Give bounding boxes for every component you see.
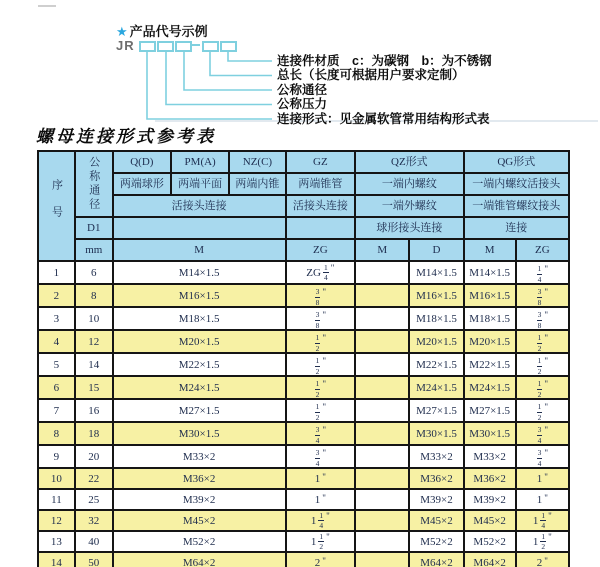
cell-qg-m: M18×1.5 xyxy=(464,307,516,330)
table-row xyxy=(38,422,569,445)
cell-gz: 1 " xyxy=(286,489,356,510)
cell-m: M36×2 xyxy=(113,468,286,489)
cell-no: 14 xyxy=(38,552,75,567)
cell-gz: $\frac{3}{4}$ " xyxy=(286,445,356,468)
cell-qg-zg: $\frac{3}{4}$ " xyxy=(516,445,569,468)
cell-qz-d: M24×1.5 xyxy=(409,376,463,399)
cell-m: M30×1.5 xyxy=(113,422,286,445)
header-gz-desc: 两端锥管 xyxy=(286,173,356,195)
cell-qg-zg: $\frac{1}{2}$ " xyxy=(516,330,569,353)
code-box-2 xyxy=(157,41,174,52)
header-qz-d: D xyxy=(409,239,463,261)
header-thread-zg: ZG xyxy=(286,239,356,261)
header-qd-desc: 两端球形 xyxy=(113,173,171,195)
cell-no: 5 xyxy=(38,353,75,376)
cell-m: M39×2 xyxy=(113,489,286,510)
header-group-qz: QZ形式 xyxy=(355,151,463,173)
cell-qz-m xyxy=(355,376,409,399)
cell-gz: $\frac{1}{2}$ " xyxy=(286,353,356,376)
cell-no: 6 xyxy=(38,376,75,399)
header-nzc-desc: 两端内锥 xyxy=(229,173,285,195)
code-box-1 xyxy=(139,41,156,52)
cell-qz-m xyxy=(355,261,409,284)
table-row xyxy=(38,261,569,284)
reference-table xyxy=(37,150,570,567)
cell-qz-m xyxy=(355,399,409,422)
table-row xyxy=(38,307,569,330)
table-row xyxy=(38,468,569,489)
star-icon: ★ xyxy=(116,24,128,39)
cell-qz-m xyxy=(355,468,409,489)
cell-gz: $\frac{1}{2}$ " xyxy=(286,399,356,422)
cell-no: 2 xyxy=(38,284,75,307)
header-m-connect: 活接头连接 xyxy=(113,195,286,217)
cell-dn: 22 xyxy=(75,468,113,489)
cell-qz-m xyxy=(355,353,409,376)
table-body xyxy=(38,261,569,567)
cell-qg-m: M27×1.5 xyxy=(464,399,516,422)
header-row-3 xyxy=(38,195,569,217)
header-d1: D1 xyxy=(75,217,113,239)
cell-qz-d: M36×2 xyxy=(409,468,463,489)
cell-qg-m: M16×1.5 xyxy=(464,284,516,307)
cell-qg-m: M24×1.5 xyxy=(464,376,516,399)
header-group-gz: GZ xyxy=(286,151,356,173)
cell-no: 11 xyxy=(38,489,75,510)
header-row-4 xyxy=(38,217,569,239)
cell-qz-d: M20×1.5 xyxy=(409,330,463,353)
cell-qz-d: M22×1.5 xyxy=(409,353,463,376)
cell-m: M33×2 xyxy=(113,445,286,468)
cell-m: M20×1.5 xyxy=(113,330,286,353)
cell-qg-m: M20×1.5 xyxy=(464,330,516,353)
cell-qg-zg: $\frac{1}{2}$ " xyxy=(516,376,569,399)
header-group-qd: Q(D) xyxy=(113,151,171,173)
table-row xyxy=(38,376,569,399)
cell-qg-m: M52×2 xyxy=(464,531,516,552)
cell-m: M45×2 xyxy=(113,510,286,531)
header-qg-m: M xyxy=(464,239,516,261)
cell-qg-m: M39×2 xyxy=(464,489,516,510)
cell-no: 12 xyxy=(38,510,75,531)
cell-qg-zg: $\frac{3}{4}$ " xyxy=(516,422,569,445)
cell-gz: $\frac{1}{2}$ " xyxy=(286,330,356,353)
code-box-3 xyxy=(175,41,192,52)
cell-qg-m: M30×1.5 xyxy=(464,422,516,445)
cell-no: 13 xyxy=(38,531,75,552)
cell-dn: 50 xyxy=(75,552,113,567)
cell-gz: $\frac{1}{2}$ " xyxy=(286,376,356,399)
header-qg-desc2: 一端锥管螺纹接头 xyxy=(464,195,569,217)
cell-gz: 2 " xyxy=(286,552,356,567)
header-qz-desc2: 一端外螺纹 xyxy=(355,195,463,217)
code-box-4 xyxy=(202,41,219,52)
table-row xyxy=(38,445,569,468)
header-qg-zg: ZG xyxy=(516,239,569,261)
table-row xyxy=(38,353,569,376)
diagram-label-pressure: 公称压力 xyxy=(277,97,328,111)
cell-m: M24×1.5 xyxy=(113,376,286,399)
cell-m: M14×1.5 xyxy=(113,261,286,284)
cell-gz: 1 $\frac{1}{4}$ " xyxy=(286,510,356,531)
table-row xyxy=(38,531,569,552)
cell-gz: $\frac{3}{4}$ " xyxy=(286,422,356,445)
cell-qg-zg: $\frac{1}{2}$ " xyxy=(516,353,569,376)
table-row xyxy=(38,489,569,510)
cell-qz-d: M14×1.5 xyxy=(409,261,463,284)
cell-qg-m: M36×2 xyxy=(464,468,516,489)
cell-no: 8 xyxy=(38,422,75,445)
diagram-label-connection: 连接形式：见金属软管常用结构形式表 xyxy=(277,112,490,126)
cell-qg-zg: $\frac{3}{8}$ " xyxy=(516,284,569,307)
cell-dn: 12 xyxy=(75,330,113,353)
cell-no: 7 xyxy=(38,399,75,422)
cell-qg-zg: 1 " xyxy=(516,489,569,510)
cell-qz-d: M18×1.5 xyxy=(409,307,463,330)
cell-no: 3 xyxy=(38,307,75,330)
header-thread-m: M xyxy=(113,239,286,261)
header-unit: mm xyxy=(75,239,113,261)
header-group-nzc: NZ(C) xyxy=(229,151,285,173)
table-row xyxy=(38,399,569,422)
cell-no: 10 xyxy=(38,468,75,489)
cell-dn: 25 xyxy=(75,489,113,510)
cell-qz-d: M39×2 xyxy=(409,489,463,510)
header-qz-m: M xyxy=(355,239,409,261)
header-qg-desc1: 一端内螺纹活接头 xyxy=(464,173,569,195)
cell-qz-d: M16×1.5 xyxy=(409,284,463,307)
cell-gz: ZG $\frac{1}{4}$ " xyxy=(286,261,356,284)
cell-dn: 18 xyxy=(75,422,113,445)
cell-qz-m xyxy=(355,489,409,510)
cell-qz-m xyxy=(355,307,409,330)
table-row xyxy=(38,284,569,307)
header-row-2 xyxy=(38,173,569,195)
table-row xyxy=(38,510,569,531)
cell-gz: $\frac{3}{8}$ " xyxy=(286,307,356,330)
cell-qg-m: M14×1.5 xyxy=(464,261,516,284)
cell-qg-m: M45×2 xyxy=(464,510,516,531)
cell-no: 9 xyxy=(38,445,75,468)
cell-m: M64×2 xyxy=(113,552,286,567)
cell-qz-d: M30×1.5 xyxy=(409,422,463,445)
header-row-1 xyxy=(38,151,569,173)
cell-qg-zg: $\frac{3}{8}$ " xyxy=(516,307,569,330)
cell-qg-zg: 1 $\frac{1}{2}$ " xyxy=(516,531,569,552)
cell-qg-m: M33×2 xyxy=(464,445,516,468)
table-row xyxy=(38,330,569,353)
cell-dn: 40 xyxy=(75,531,113,552)
cell-m: M16×1.5 xyxy=(113,284,286,307)
cell-m: M27×1.5 xyxy=(113,399,286,422)
header-empty-m xyxy=(113,217,286,239)
cell-qz-d: M45×2 xyxy=(409,510,463,531)
header-qz-desc3: 球形接头连接 xyxy=(355,217,463,239)
table-header xyxy=(38,151,569,261)
header-group-pma: PM(A) xyxy=(171,151,229,173)
cell-qz-d: M64×2 xyxy=(409,552,463,567)
cell-dn: 16 xyxy=(75,399,113,422)
table-title: 螺母连接形式参考表 xyxy=(36,127,216,146)
diagram-label-material: 连接件材质 c：为碳钢 b：为不锈钢 xyxy=(277,54,492,68)
header-empty-gz xyxy=(286,217,356,239)
cell-qg-zg: 1 $\frac{1}{4}$ " xyxy=(516,510,569,531)
cell-dn: 6 xyxy=(75,261,113,284)
cell-qz-d: M27×1.5 xyxy=(409,399,463,422)
cell-qz-m xyxy=(355,284,409,307)
diagram-label-diameter: 公称通径 xyxy=(277,83,328,97)
cell-qz-m xyxy=(355,330,409,353)
cell-dn: 14 xyxy=(75,353,113,376)
diagram-label-length: 总长（长度可根据用户要求定制） xyxy=(277,68,465,82)
cell-dn: 15 xyxy=(75,376,113,399)
cell-gz: 1 " xyxy=(286,468,356,489)
header-qg-desc3: 连接 xyxy=(464,217,569,239)
cell-qz-d: M33×2 xyxy=(409,445,463,468)
header-qz-desc1: 一端内螺纹 xyxy=(355,173,463,195)
cell-qg-zg: $\frac{1}{4}$ " xyxy=(516,261,569,284)
cell-qz-m xyxy=(355,422,409,445)
cell-m: M18×1.5 xyxy=(113,307,286,330)
cell-qg-m: M22×1.5 xyxy=(464,353,516,376)
cell-no: 4 xyxy=(38,330,75,353)
cell-qg-zg: $\frac{1}{2}$ " xyxy=(516,399,569,422)
code-dash xyxy=(192,44,200,46)
header-gz-connect: 活接头连接 xyxy=(286,195,356,217)
code-box-5 xyxy=(220,41,237,52)
cell-dn: 32 xyxy=(75,510,113,531)
table-row xyxy=(38,552,569,567)
code-prefix: JR xyxy=(116,38,135,53)
header-pma-desc: 两端平面 xyxy=(171,173,229,195)
scan-artifact-top xyxy=(38,5,56,7)
header-row-5 xyxy=(38,239,569,261)
cell-m: M22×1.5 xyxy=(113,353,286,376)
cell-dn: 20 xyxy=(75,445,113,468)
cell-gz: $\frac{3}{8}$ " xyxy=(286,284,356,307)
cell-no: 1 xyxy=(38,261,75,284)
cell-dn: 10 xyxy=(75,307,113,330)
cell-qg-m: M64×2 xyxy=(464,552,516,567)
diagram-title-text: 产品代号示例 xyxy=(129,24,208,39)
cell-m: M52×2 xyxy=(113,531,286,552)
header-seq: 序号 xyxy=(38,151,75,261)
cell-gz: 1 $\frac{1}{2}$ " xyxy=(286,531,356,552)
cell-qz-m xyxy=(355,510,409,531)
cell-qz-m xyxy=(355,531,409,552)
header-dn: 公称通径 xyxy=(75,151,113,217)
cell-qg-zg: 2 " xyxy=(516,552,569,567)
cell-qz-m xyxy=(355,445,409,468)
cell-dn: 8 xyxy=(75,284,113,307)
cell-qg-zg: 1 " xyxy=(516,468,569,489)
header-group-qg: QG形式 xyxy=(464,151,569,173)
cell-qz-d: M52×2 xyxy=(409,531,463,552)
cell-qz-m xyxy=(355,552,409,567)
